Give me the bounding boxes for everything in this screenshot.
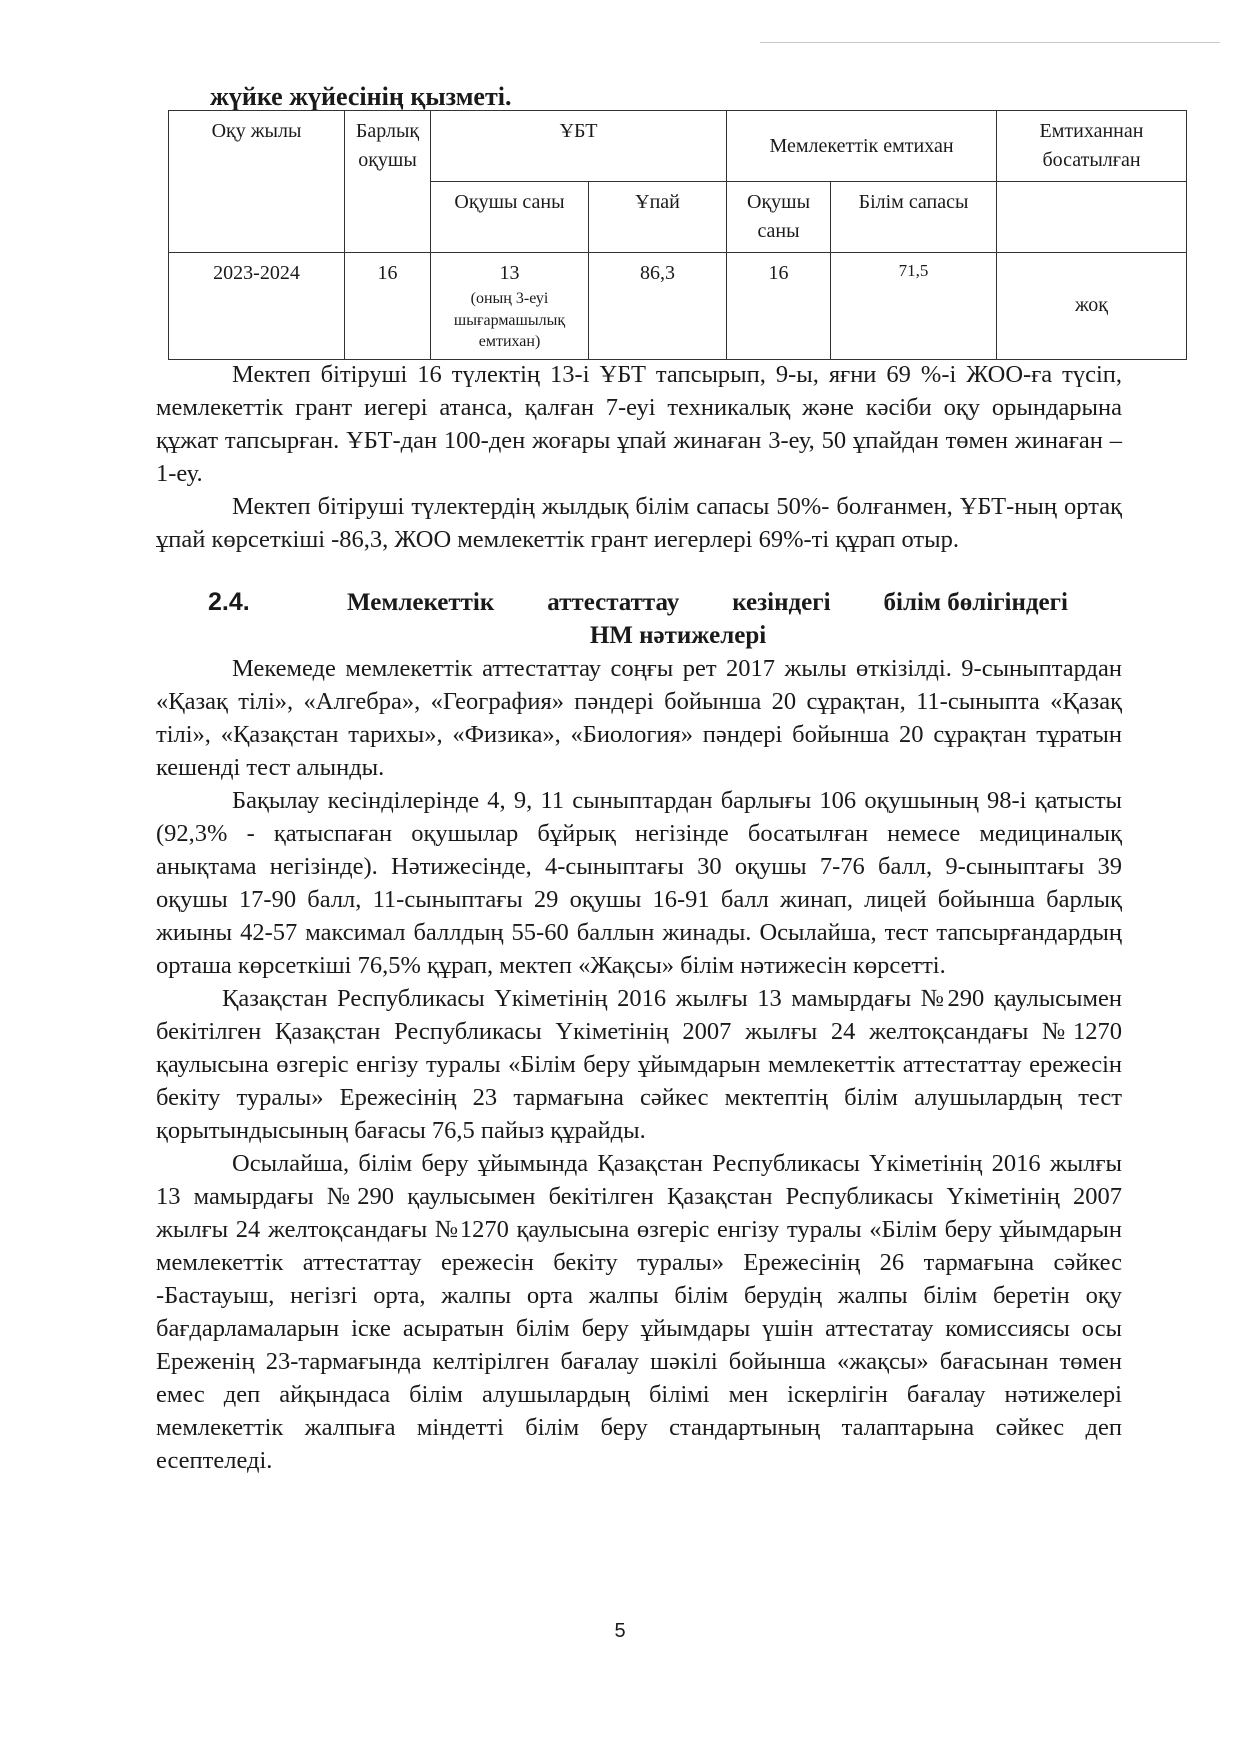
table-row bbox=[169, 253, 1187, 360]
header-exempt: Емтиханнан босатылған bbox=[997, 111, 1187, 182]
section-number: 2.4. bbox=[208, 588, 250, 616]
section-word: білім бөлігіндегі bbox=[883, 589, 1068, 616]
cell-exam-quality: 71,5 bbox=[831, 253, 997, 360]
cell-year: 2023-2024 bbox=[169, 253, 345, 360]
cell-total: 16 bbox=[345, 253, 431, 360]
cell-exam-students: 16 bbox=[727, 253, 831, 360]
paragraph: Осылайша, білім беру ұйымында Қазақстан Республикасы Үкіметінің 2016 жылғы 13 мамырдағы №290 қаулысымен бекітілген Қазақстан Республикасы Үкіметінің 2007 жылғы 24 желтоқсандағы №1270 қаулысына өзгеріс енгізу туралы «Білім беру ұйымдарын мемлекеттік аттестаттау ережесін бекіту туралы» Ережесінің 26 тармағына сәйкес -Бастауыш, негізгі орта, жалпы орта жалпы білім берудің жалпы білім беретін оқу бағдарламаларын іске асыратын білім беру ұйымдары үшін аттестатау комиссиясы осы Ереженің 23-тармағында келтірілген бағалау шәкілі бойынша «жақсы» бағасынан төмен емес деп айқындаса білім алушылардың білімі мен іскерлігін бағалау нәтижелері мемлекеттік жалпыға міндетті білім беру стандартының талаптарына сәйкес деп есептеледі. bbox=[156, 1150, 1122, 1474]
cell-ubt-score: 86,3 bbox=[589, 253, 727, 360]
header-ubt: ҰБТ bbox=[431, 111, 727, 182]
table-header-row bbox=[169, 111, 1187, 182]
paragraph: Қазақстан Республикасы Үкіметінің 2016 жылғы 13 мамырдағы №290 қаулысымен бекітілген Қазақстан Республикасы Үкіметінің 2007 жылғы 24 желтоқсандағы №1270 қаулысына өзгеріс енгізу туралы «Білім беру ұйымдарын мемлекеттік аттестаттау ережесін бекіту туралы» Ережесінің 23 тармағына сәйкес мектептің білім алушылардың тест қорытындысының бағасы 76,5 пайыз құрайды. bbox=[156, 985, 1122, 1144]
header-exam-students: Оқушы саны bbox=[727, 182, 831, 253]
paragraph-group-2 bbox=[156, 652, 1122, 1477]
header-year: Оқу жылы bbox=[169, 111, 345, 253]
cell-ubt-students bbox=[431, 253, 589, 360]
paragraph: Бақылау кесінділерінде 4, 9, 11 сыныптардан барлығы 106 оқушының 98-і қатысты (92,3% - қатыспаған оқушылар бұйрық негізінде босатылған немесе медициналық анықтама негізінде). Нәтижесінде, 4-сыныптағы 30 оқушы 7-76 балл, 9-сыныптағы 39 оқушы 17-90 балл, 11-сыныптағы 29 оқушы 16-91 балл жинап, лицей бойынша барлық жиыны 42-57 максимал баллдың 55-60 баллын жинады. Осылайша, тест тапсырғандардың орташа көрсеткіші 76,5% құрап, мектеп «Жақсы» білім нәтижесін көрсетті. bbox=[156, 787, 1122, 979]
ubt-students-value: 13 bbox=[499, 262, 520, 284]
page-number: 5 bbox=[614, 1620, 626, 1642]
header-ubt-score: Ұпай bbox=[589, 182, 727, 253]
scan-edge-line bbox=[760, 42, 1220, 43]
paragraph: Мектеп бітіруші 16 түлектің 13-і ҰБТ тапсырып, 9-ы, яғни 69 %-і ЖОО-ға түсіп, мемлекеттік грант иегері атанса, қалған 7-еуі техникалық және кәсіби оқу орындарына құжат тапсырған. ҰБТ-дан 100-ден жоғары ұпай жинаған 3-еу, 50 ұпайдан төмен жинаған – 1-еу. bbox=[156, 361, 1122, 487]
section-heading-line-1 bbox=[208, 586, 1088, 619]
header-empty bbox=[997, 182, 1187, 253]
section-word: аттестаттау bbox=[547, 589, 680, 616]
header-total: Барлық оқушы bbox=[345, 111, 431, 253]
section-word: Мемлекеттік bbox=[346, 589, 495, 616]
paragraph: Мекемеде мемлекеттік аттестаттау соңғы рет 2017 жылы өткізілді. 9-сыныптардан «Қазақ тілі», «Алгебра», «География» пәндері бойынша 20 сұрақтан, 11-сыныпта «Қазақ тілі», «Қазақстан тарихы», «Физика», «Биология» пәндері бойынша 20 сұрақтан тұратын кешенді тест алынды. bbox=[156, 655, 1122, 781]
paragraph-group-1 bbox=[156, 358, 1122, 556]
section-word: кезіндегі bbox=[732, 589, 831, 616]
top-heading: жүйке жүйесінің қызметі. bbox=[210, 82, 512, 111]
ubt-students-note: (оның 3-еуі шығармашылық емтихан) bbox=[453, 290, 566, 351]
results-table bbox=[168, 110, 1187, 360]
header-state-exam: Мемлекеттік емтихан bbox=[727, 111, 997, 182]
header-exam-quality: Білім сапасы bbox=[831, 182, 997, 253]
paragraph: Мектеп бітіруші түлектердің жылдық білім сапасы 50%- болғанмен, ҰБТ-ның ортақ ұпай көрсеткіші -86,3, ЖОО мемлекеттік грант иегерлері 69%-ті құрап отыр. bbox=[156, 493, 1122, 553]
header-ubt-students: Оқушы саны bbox=[431, 182, 589, 253]
section-heading-line-2: НМ нәтижелері bbox=[589, 622, 767, 649]
section-heading bbox=[208, 586, 1088, 652]
cell-exempt: жоқ bbox=[997, 253, 1187, 360]
